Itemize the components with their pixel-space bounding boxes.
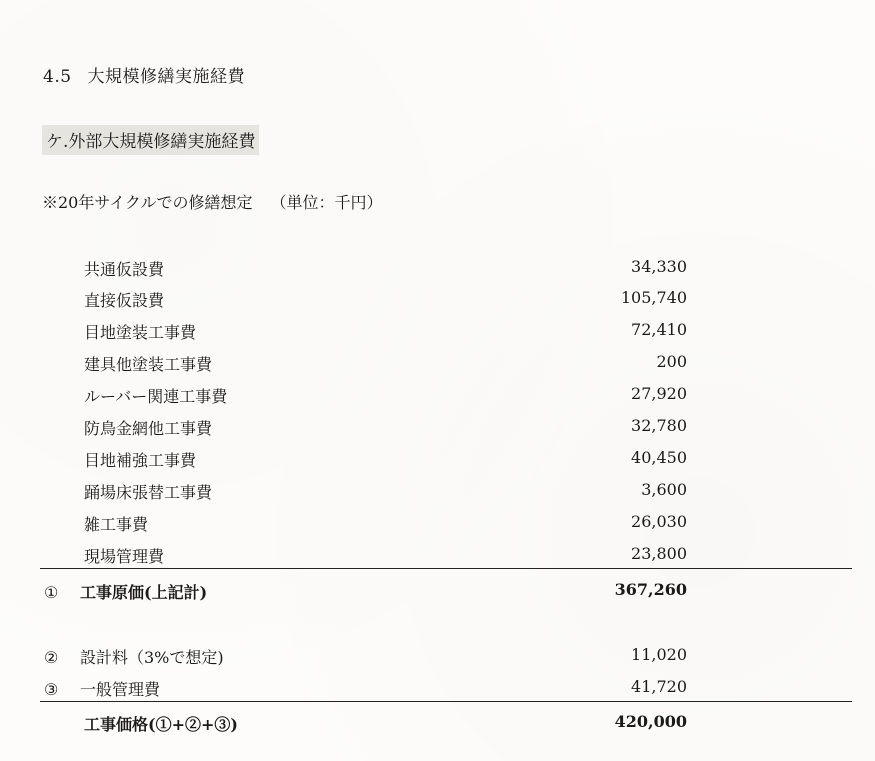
grand-total-label: 工事価格(①+②+③) xyxy=(84,715,238,734)
section-number: 4.5 xyxy=(43,67,72,87)
cost-item-row xyxy=(0,480,875,510)
cost-item-value: 34,330 xyxy=(631,257,687,276)
unit-note: （単位：千円） xyxy=(270,193,383,212)
admin-fee-row xyxy=(0,677,875,707)
cost-item-value: 105,740 xyxy=(620,288,687,307)
subtotal-divider xyxy=(40,568,852,569)
cost-item-row xyxy=(0,257,875,287)
cost-item-row xyxy=(0,384,875,414)
cost-item-label: 防鳥金網他工事費 xyxy=(84,419,213,438)
design-fee-marker: ② xyxy=(44,648,59,667)
cycle-note xyxy=(42,190,382,213)
design-fee-label-group xyxy=(44,645,224,668)
section-heading xyxy=(43,62,245,87)
grand-total-divider xyxy=(40,701,852,702)
subtotal-marker: ① xyxy=(44,583,59,602)
design-fee-label: 設計料（3%で想定) xyxy=(80,648,224,667)
admin-fee-marker: ③ xyxy=(44,680,59,699)
cost-item-label: 雑工事費 xyxy=(84,515,149,534)
cost-item-row xyxy=(0,320,875,350)
subtotal-label: 工事原価(上記計) xyxy=(80,583,208,602)
subtotal-value: 367,260 xyxy=(614,580,687,599)
cost-item-label: 共通仮設費 xyxy=(84,260,165,279)
cost-item-row xyxy=(0,352,875,382)
cost-item-label: ルーバー関連工事費 xyxy=(84,387,228,406)
cost-item-value: 26,030 xyxy=(631,512,687,531)
subtotal-label-group xyxy=(44,580,207,603)
cost-item-value: 40,450 xyxy=(631,448,687,467)
cost-item-value: 200 xyxy=(656,352,687,371)
cost-item-row xyxy=(0,544,875,574)
cost-item-value: 3,600 xyxy=(641,480,687,499)
section-title: 大規模修繕実施経費 xyxy=(87,67,246,87)
cost-item-label: 直接仮設費 xyxy=(84,291,165,310)
cost-item-row xyxy=(0,416,875,446)
subsection-title: ケ.外部大規模修繕実施経費 xyxy=(42,125,259,155)
cost-item-label: 建具他塗装工事費 xyxy=(84,355,213,374)
cost-item-value: 23,800 xyxy=(631,544,687,563)
cost-item-value: 27,920 xyxy=(631,384,687,403)
cost-item-value: 32,780 xyxy=(631,416,687,435)
cost-item-row xyxy=(0,288,875,318)
cost-item-label: 踊場床張替工事費 xyxy=(84,483,213,502)
admin-fee-label-group xyxy=(44,677,160,700)
cost-item-row xyxy=(0,448,875,478)
cost-item-label: 目地補強工事費 xyxy=(84,451,197,470)
cost-item-row xyxy=(0,512,875,542)
cycle-note-text: ※20年サイクルでの修繕想定 xyxy=(42,193,253,212)
cost-item-label: 目地塗装工事費 xyxy=(84,323,197,342)
cost-item-label: 現場管理費 xyxy=(84,547,165,566)
cost-item-value: 72,410 xyxy=(631,320,687,339)
design-fee-row xyxy=(0,645,875,675)
subtotal-row xyxy=(0,580,875,610)
grand-total-row xyxy=(0,712,875,742)
grand-total-value: 420,000 xyxy=(614,712,687,731)
design-fee-value: 11,020 xyxy=(631,645,687,664)
admin-fee-label: 一般管理費 xyxy=(80,680,161,699)
admin-fee-value: 41,720 xyxy=(631,677,687,696)
